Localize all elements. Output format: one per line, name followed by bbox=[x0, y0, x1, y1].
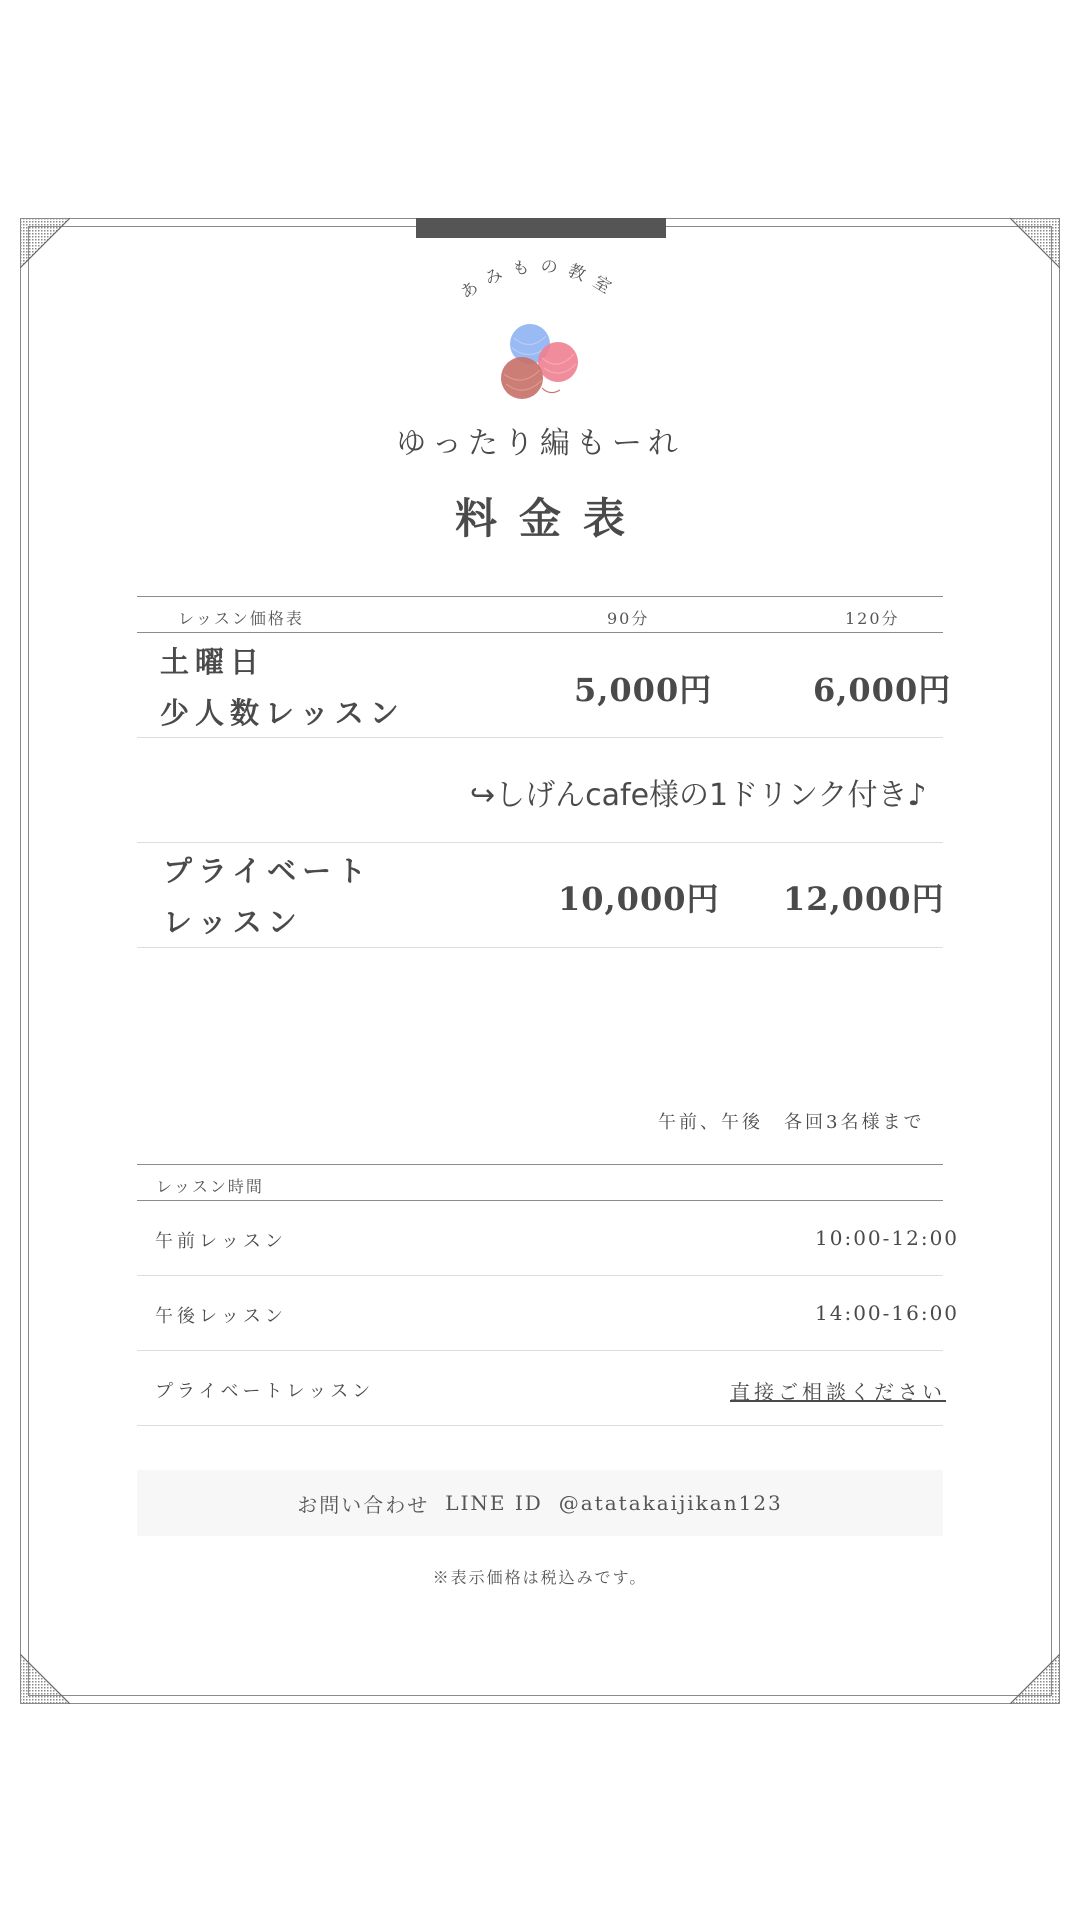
corner-ornament-bottom-left bbox=[20, 1654, 70, 1704]
corner-ornament-top-left bbox=[20, 218, 70, 268]
time-row-label: 午前レッスン bbox=[155, 1231, 287, 1252]
time-row-label: 午後レッスン bbox=[155, 1306, 287, 1327]
table-rule bbox=[137, 842, 943, 843]
price-90: 10,000円 bbox=[558, 880, 720, 918]
table-rule bbox=[137, 632, 943, 633]
table-rule bbox=[137, 1350, 943, 1351]
table-rule bbox=[137, 1275, 943, 1276]
tax-note: ※表示価格は税込みです。 bbox=[432, 1568, 648, 1587]
line-id-label: LINE ID bbox=[445, 1491, 543, 1515]
time-table-header: レッスン時間 bbox=[156, 1177, 264, 1196]
table-rule bbox=[137, 1200, 943, 1201]
table-rule bbox=[137, 596, 943, 597]
svg-text:あみもの教室: あみもの教室 bbox=[457, 256, 623, 304]
time-row-value: 14:00-16:00 bbox=[815, 1301, 960, 1325]
table-rule bbox=[137, 1425, 943, 1426]
row-label: 土曜日 bbox=[160, 645, 266, 679]
table-rule bbox=[137, 737, 943, 738]
capacity-note: 午前、午後 各回3名様まで bbox=[658, 1112, 925, 1133]
consult-directly-link[interactable]: 直接ご相談ください bbox=[730, 1380, 946, 1404]
price-table-header-90: 90分 bbox=[607, 609, 650, 628]
price-120: 12,000円 bbox=[783, 880, 945, 918]
corner-ornament-bottom-right bbox=[1010, 1654, 1060, 1704]
yarn-balls-logo bbox=[490, 318, 590, 406]
brand-arc-text bbox=[440, 252, 640, 312]
drink-note: ↪しげんcafe様の1ドリンク付き♪ bbox=[470, 778, 927, 813]
brand-name: ゆったり編もーれ bbox=[396, 426, 684, 461]
table-rule bbox=[137, 1164, 943, 1165]
tape-strip bbox=[416, 218, 666, 238]
contact-box bbox=[137, 1470, 943, 1536]
row-label: 少人数レッスン bbox=[160, 696, 405, 730]
price-120: 6,000円 bbox=[813, 671, 952, 709]
row-label: レッスン bbox=[163, 905, 303, 939]
contact-label: お問い合わせ bbox=[297, 1492, 430, 1517]
price-table-header-120: 120分 bbox=[845, 609, 900, 628]
price-90: 5,000円 bbox=[574, 671, 713, 709]
table-rule bbox=[137, 947, 943, 948]
row-label: プライベート bbox=[163, 854, 373, 888]
page-title: 料金表 bbox=[454, 494, 647, 543]
time-row-label: プライベートレッスン bbox=[155, 1381, 375, 1402]
line-id-value[interactable]: @atatakaijikan123 bbox=[558, 1491, 783, 1515]
corner-ornament-top-right bbox=[1010, 218, 1060, 268]
time-row-value: 10:00-12:00 bbox=[815, 1226, 960, 1250]
price-table-header-label: レッスン価格表 bbox=[178, 609, 304, 628]
